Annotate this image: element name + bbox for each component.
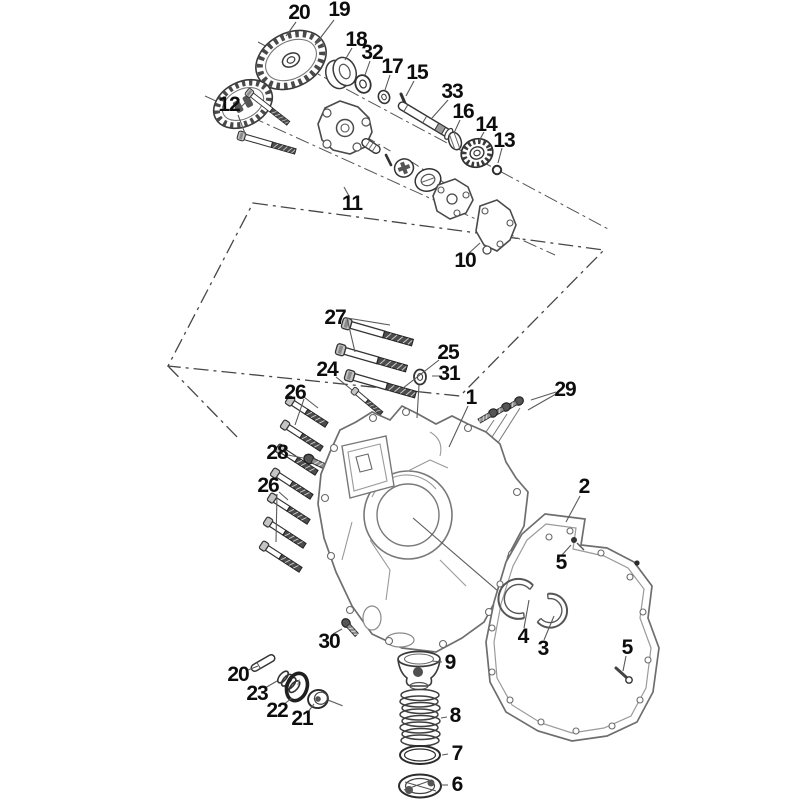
part-screen-6	[399, 775, 441, 798]
callout-25: 25	[437, 341, 459, 364]
callout-8: 8	[449, 704, 461, 727]
callout-20-top: 20	[288, 1, 310, 24]
callout-22: 22	[266, 699, 288, 722]
callout-15: 15	[406, 61, 428, 84]
callout-16: 16	[452, 100, 474, 123]
part-stud-26-6	[263, 516, 307, 549]
callout-10: 10	[454, 249, 476, 272]
callout-5-lower: 5	[621, 636, 633, 659]
part-bolt-30	[340, 617, 360, 638]
part-bolt-27a	[341, 317, 414, 348]
callout-14: 14	[475, 113, 497, 136]
part-pin-small	[386, 155, 391, 165]
part-cover-10	[476, 200, 516, 254]
part-stud-26-7	[259, 540, 303, 573]
part-pin-20-bottom	[250, 653, 276, 672]
callout-26-upper: 26	[284, 381, 306, 404]
callout-6: 6	[451, 773, 463, 796]
part-oring-13	[493, 166, 501, 174]
part-spring-8	[400, 690, 440, 747]
callout-18: 18	[345, 28, 367, 51]
callout-13: 13	[493, 129, 515, 152]
callout-33: 33	[441, 80, 463, 103]
callout-2: 2	[578, 475, 590, 498]
callout-20-bottom: 20	[227, 663, 249, 686]
callout-11: 11	[341, 192, 363, 215]
callout-7: 7	[451, 742, 463, 765]
part-bolt-27b	[335, 343, 408, 374]
callout-4: 4	[517, 625, 529, 648]
callout-24: 24	[316, 358, 338, 381]
callout-12: 12	[218, 93, 240, 116]
callout-23: 23	[246, 682, 268, 705]
callout-28: 28	[266, 441, 288, 464]
callout-1: 1	[465, 386, 477, 409]
callout-31: 31	[438, 362, 460, 385]
callout-29: 29	[554, 378, 576, 401]
callout-9: 9	[444, 651, 456, 674]
callout-19: 19	[328, 0, 350, 21]
part-spacer-18	[322, 54, 361, 92]
part-rotor-inner	[392, 156, 416, 179]
callout-32: 32	[361, 41, 383, 64]
part-bolt-29c	[477, 407, 499, 424]
callout-3: 3	[537, 637, 549, 660]
callout-26-lower: 26	[257, 474, 279, 497]
callout-27: 27	[324, 306, 346, 329]
callout-30: 30	[318, 630, 340, 653]
part-cap-9	[398, 652, 440, 690]
callout-21: 21	[291, 707, 313, 730]
part-stud-24	[350, 387, 383, 417]
part-pump-cover	[433, 179, 473, 219]
part-oring-7	[400, 746, 440, 764]
dowel-dot	[634, 560, 639, 565]
callout-17: 17	[381, 55, 403, 78]
callout-5-upper: 5	[555, 551, 567, 574]
part-washer-17	[377, 89, 392, 105]
